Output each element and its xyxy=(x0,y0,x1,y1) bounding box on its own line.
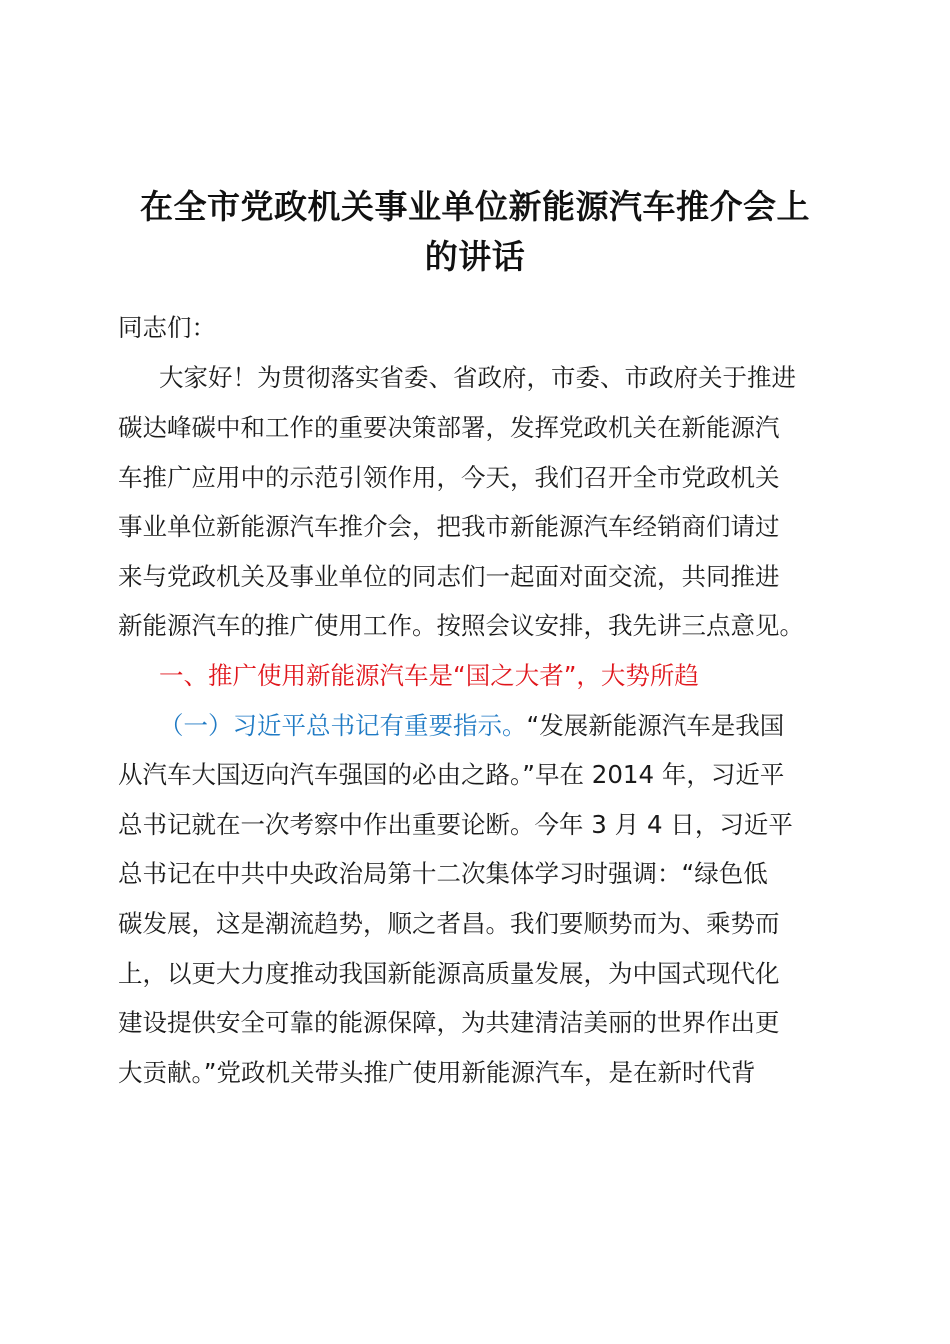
paragraph-line: 车推广应用中的示范引领作用，今天，我们召开全市党政机关 xyxy=(118,463,780,492)
paragraph-line: 大贡献。”党政机关带头推广使用新能源汽车，是在新时代背 xyxy=(118,1058,756,1087)
paragraph-line: 总书记在中共中央政治局第十二次集体学习时强调：“绿色低 xyxy=(118,859,768,888)
paragraph-line: 新能源汽车的推广使用工作。按照会议安排，我先讲三点意见。 xyxy=(118,611,804,640)
paragraph-line: 总书记就在一次考察中作出重要论断。今年 3 月 4 日，习近平 xyxy=(118,810,793,839)
subsection-line xyxy=(159,710,879,742)
document-title xyxy=(100,182,850,282)
subsection-quote-start: “发展新能源汽车是我国 xyxy=(526,711,785,740)
title-line-2: 的讲话 xyxy=(424,237,526,276)
paragraph-line: 建设提供安全可靠的能源保障，为共建清洁美丽的世界作出更 xyxy=(118,1008,780,1037)
paragraph-line: 碳发展，这是潮流趋势，顺之者昌。我们要顺势而为、乘势而 xyxy=(118,909,780,938)
paragraph-line: 大家好！为贯彻落实省委、省政府，市委、市政府关于推进 xyxy=(159,363,796,392)
paragraph-line: 碳达峰碳中和工作的重要决策部署，发挥党政机关在新能源汽 xyxy=(118,413,780,442)
paragraph-line: 事业单位新能源汽车推介会，把我市新能源汽车经销商们请过 xyxy=(118,512,780,541)
subsection-heading: （一）习近平总书记有重要指示。 xyxy=(159,711,527,740)
paragraph-line: 来与党政机关及事业单位的同志们一起面对面交流，共同推进 xyxy=(118,562,780,591)
salutation: 同志们： xyxy=(118,313,216,342)
paragraph-line: 上，以更大力度推动我国新能源高质量发展，为中国式现代化 xyxy=(118,959,780,988)
section-heading: 一、推广使用新能源汽车是“国之大者”，大势所趋 xyxy=(159,661,699,690)
paragraph-line: 从汽车大国迈向汽车强国的必由之路。”早在 2014 年，习近平 xyxy=(118,760,785,789)
title-line-1: 在全市党政机关事业单位新能源汽车推介会上 xyxy=(140,187,810,226)
